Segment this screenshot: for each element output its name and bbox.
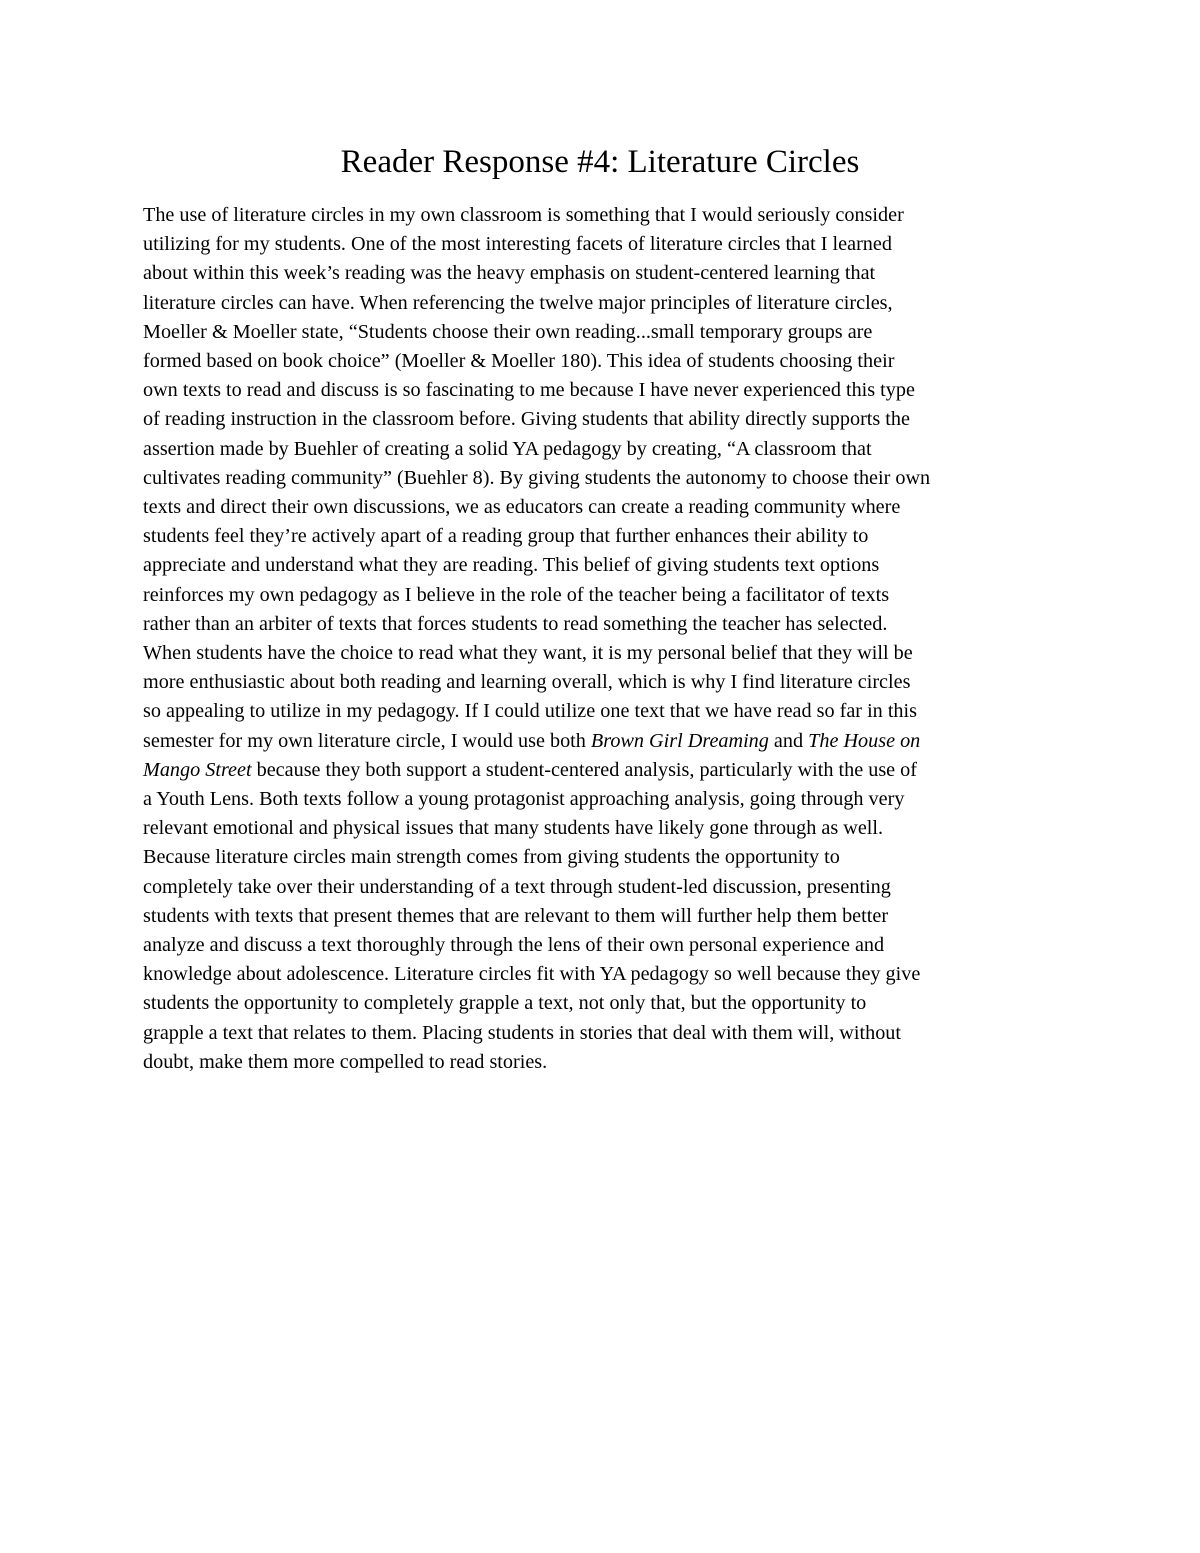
text-line <box>143 289 1083 318</box>
text-line <box>143 435 1083 464</box>
text-line <box>143 668 1083 697</box>
text-line <box>143 873 1083 902</box>
text-run: relevant emotional and physical issues that many students have likely gone through as well. <box>143 817 884 840</box>
text-run: formed based on book choice” (Moeller & Moeller 180). This idea of students choosing their <box>143 350 895 373</box>
text-line <box>143 464 1083 493</box>
text-run: completely take over their understanding of a text through student-led discussion, presenting <box>143 875 891 898</box>
book-title-brown-girl-dreaming: Brown Girl Dreaming <box>590 729 769 752</box>
text-line <box>143 756 1083 785</box>
text-line <box>143 639 1083 668</box>
text-line <box>143 405 1083 434</box>
text-run: students the opportunity to completely grapple a text, not only that, but the opportunity to <box>143 992 867 1015</box>
text-run: grapple a text that relates to them. Placing students in stories that deal with them will, without <box>143 1021 901 1044</box>
text-line <box>143 931 1083 960</box>
text-run: texts and direct their own discussions, we as educators can create a reading community where <box>143 496 901 519</box>
text-run: about within this week’s reading was the heavy emphasis on student-centered learning that <box>143 262 876 285</box>
text-run: students with texts that present themes that are relevant to them will further help them better <box>143 904 889 927</box>
text-run: Because literature circles main strength comes from giving students the opportunity to <box>143 846 840 869</box>
text-run: doubt, make them more compelled to read stories. <box>143 1050 548 1073</box>
text-line <box>143 843 1083 872</box>
text-line <box>143 610 1083 639</box>
text-line <box>143 960 1083 989</box>
text-line <box>143 259 1083 288</box>
text-line <box>143 522 1083 551</box>
text-line <box>143 201 1083 230</box>
text-run: utilizing for my students. One of the most interesting facets of literature circles that I learned <box>143 233 892 256</box>
text-run: so appealing to utilize in my pedagogy. If I could utilize one text that we have read so far in this <box>143 700 917 723</box>
text-run: of reading instruction in the classroom before. Giving students that ability directly supports the <box>143 408 910 431</box>
text-run: students feel they’re actively apart of a reading group that further enhances their ability to <box>143 525 869 548</box>
text-line <box>143 230 1083 259</box>
text-line <box>143 1019 1083 1048</box>
text-run: and <box>768 729 809 752</box>
text-line <box>143 902 1083 931</box>
text-run: Moeller & Moeller state, “Students choose their own reading...small temporary groups are <box>143 320 873 343</box>
text-line <box>143 697 1083 726</box>
body-paragraph <box>143 201 1083 1077</box>
text-run: assertion made by Buehler of creating a solid YA pedagogy by creating, “A classroom that <box>143 437 872 460</box>
text-run: own texts to read and discuss is so fascinating to me because I have never experienced this type <box>143 379 915 402</box>
text-run: The use of literature circles in my own classroom is something that I would seriously consider <box>143 204 904 226</box>
text-run: rather than an arbiter of texts that forces students to read something the teacher has selected. <box>143 612 888 635</box>
text-line <box>143 551 1083 580</box>
text-line <box>143 989 1083 1018</box>
page-title: Reader Response #4: Literature Circles <box>340 144 860 180</box>
text-run: knowledge about adolescence. Literature circles fit with YA pedagogy so well because they give <box>143 963 921 986</box>
text-run: literature circles can have. When referencing the twelve major principles of literature circles, <box>143 291 893 314</box>
book-title-house-on-mango-street: Mango Street <box>143 758 252 781</box>
text-run: more enthusiastic about both reading and learning overall, which is why I find literature circles <box>143 671 911 694</box>
text-run: a Youth Lens. Both texts follow a young protagonist approaching analysis, going through very <box>143 788 905 811</box>
text-run: appreciate and understand what they are reading. This belief of giving students text options <box>143 554 880 577</box>
text-line <box>143 785 1083 814</box>
text-line <box>143 727 1083 756</box>
book-title-house-on-mango-street: The House on <box>808 729 921 752</box>
text-run: When students have the choice to read what they want, it is my personal belief that they will be <box>143 642 913 665</box>
text-run: analyze and discuss a text thoroughly through the lens of their own personal experience and <box>143 934 885 957</box>
text-run: because they both support a student-centered analysis, particularly with the use of <box>251 758 917 781</box>
text-line <box>143 376 1083 405</box>
text-line <box>143 581 1083 610</box>
text-run: reinforces my own pedagogy as I believe in the role of the teacher being a facilitator of texts <box>143 583 890 606</box>
text-line <box>143 493 1083 522</box>
text-line <box>143 347 1083 376</box>
text-line <box>143 318 1083 347</box>
text-line <box>143 814 1083 843</box>
text-line <box>143 1048 1083 1077</box>
text-run: cultivates reading community” (Buehler 8). By giving students the autonomy to choose their own <box>143 466 931 489</box>
text-run: semester for my own literature circle, I would use both <box>143 729 591 752</box>
